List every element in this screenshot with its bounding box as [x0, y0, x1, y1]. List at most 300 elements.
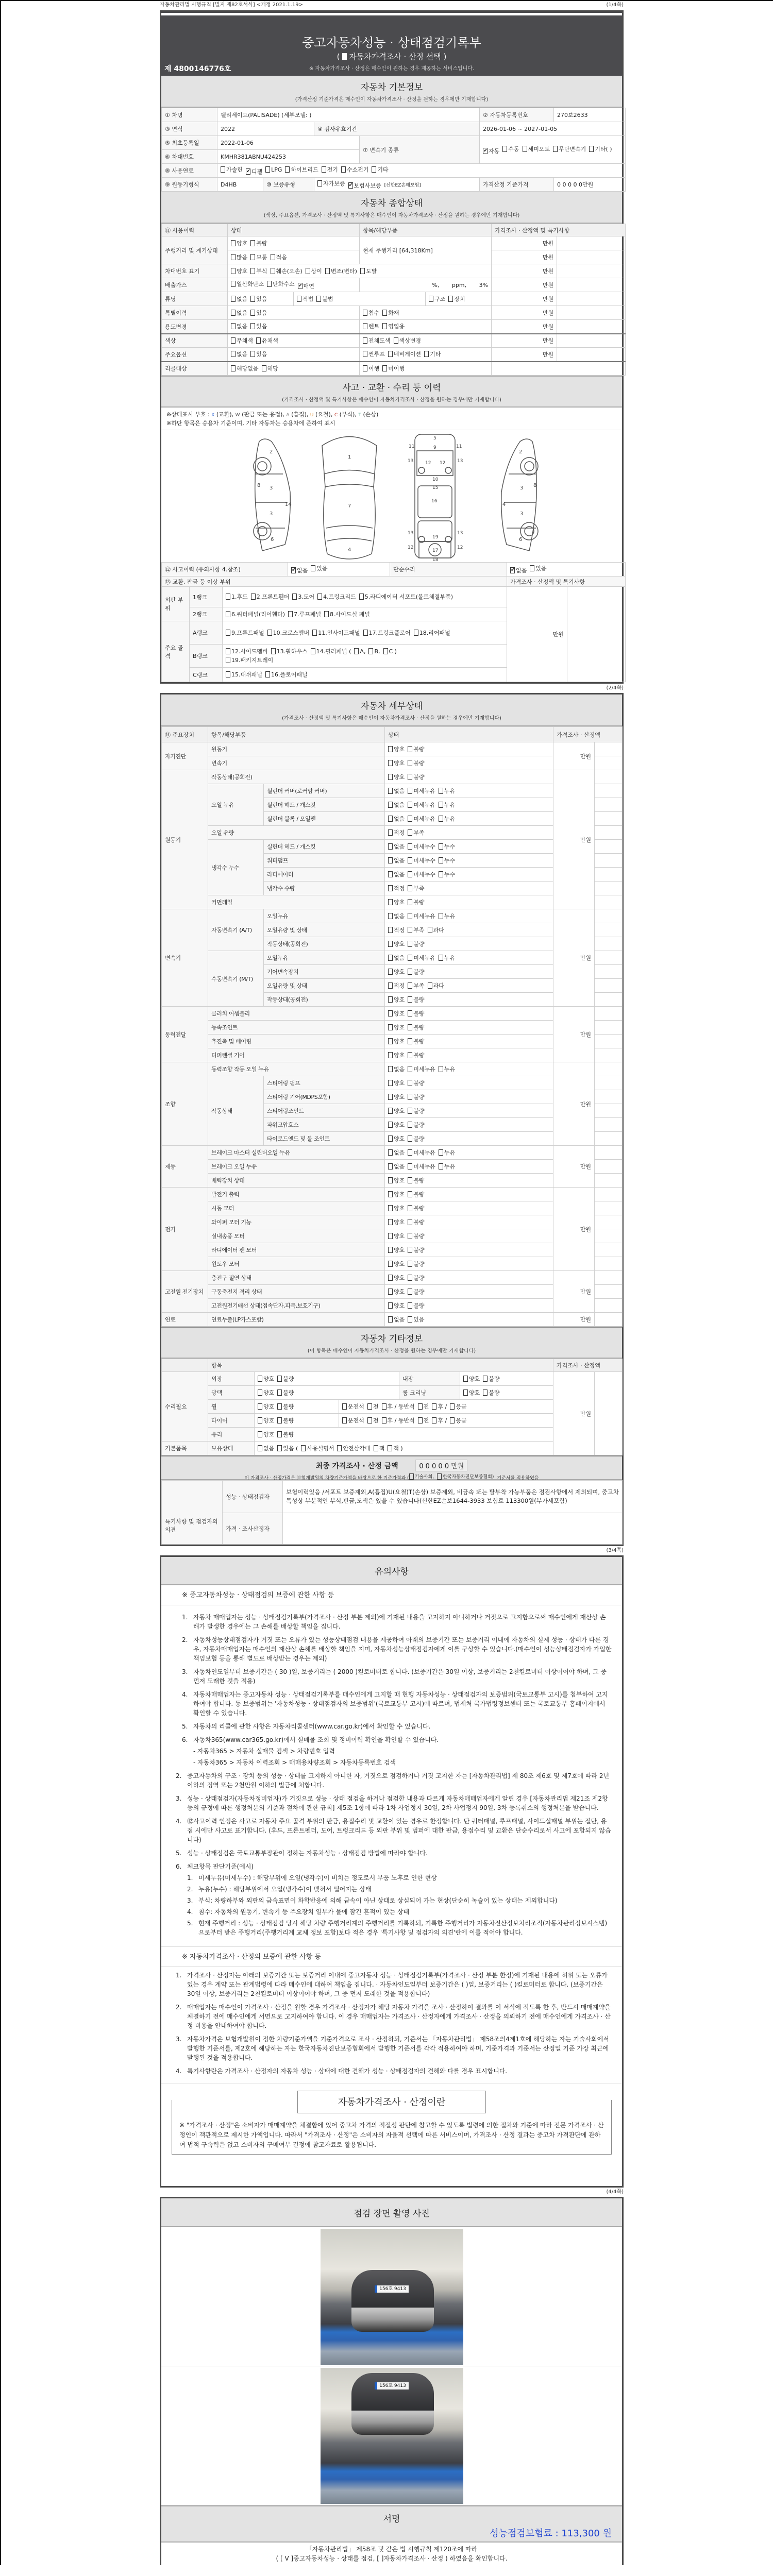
checkbox-option[interactable]: [360, 267, 377, 275]
checkbox-option[interactable]: [408, 1023, 424, 1031]
checkbox-option[interactable]: [408, 870, 435, 878]
checkbox-option[interactable]: [226, 610, 285, 618]
price-cell[interactable]: [595, 1215, 623, 1229]
checkbox-option[interactable]: [258, 1416, 274, 1425]
price-cell[interactable]: [595, 965, 623, 979]
checkbox-option[interactable]: [388, 1190, 405, 1198]
checkbox-option[interactable]: [418, 1402, 429, 1411]
checkbox-option[interactable]: [363, 336, 391, 345]
checkbox-option[interactable]: [408, 981, 424, 990]
price-cell[interactable]: [595, 770, 623, 784]
checkbox-option[interactable]: [553, 145, 586, 153]
price-cell[interactable]: [595, 1146, 623, 1160]
checkbox-option[interactable]: [250, 309, 267, 317]
checkbox-option[interactable]: [226, 670, 262, 679]
checkbox-icon: [439, 1066, 443, 1072]
checkbox-option[interactable]: [388, 1232, 405, 1240]
checkbox-option[interactable]: [258, 1375, 274, 1383]
checkbox-option[interactable]: [324, 610, 370, 618]
checkbox-option[interactable]: [408, 1274, 424, 1282]
checkbox-option[interactable]: [432, 1416, 447, 1425]
item-text: 침수: 자동차의 원동기, 변속기 등 주요장치 일부가 물에 잠긴 흔적이 있는 상태: [198, 1908, 410, 1916]
checkbox-option[interactable]: [394, 336, 422, 345]
checkbox-option[interactable]: [325, 267, 357, 275]
checkbox-option[interactable]: [265, 670, 308, 679]
price-cell[interactable]: [595, 826, 623, 840]
price-cell[interactable]: [595, 1188, 623, 1201]
checkbox-icon: [408, 829, 412, 836]
checkbox-option[interactable]: [288, 610, 321, 618]
checkbox-option[interactable]: [277, 1416, 294, 1425]
checkbox-option[interactable]: [221, 165, 243, 174]
checkbox-option[interactable]: [388, 1444, 402, 1452]
checkbox-option[interactable]: [408, 1065, 435, 1073]
checkbox-option[interactable]: [342, 1416, 364, 1425]
checkbox-option[interactable]: [246, 167, 262, 176]
checkbox-option[interactable]: [250, 267, 267, 275]
checkbox-option[interactable]: [388, 926, 405, 934]
price-cell[interactable]: [595, 1201, 623, 1215]
checkbox-option[interactable]: [408, 1079, 424, 1087]
option-label: 없음: [394, 787, 405, 794]
checkbox-option[interactable]: [267, 629, 310, 637]
checkbox-option[interactable]: [372, 165, 388, 174]
checkbox-option[interactable]: [408, 898, 424, 906]
checkbox-option[interactable]: [408, 968, 424, 976]
checkbox-option[interactable]: [408, 1204, 424, 1212]
checkbox-option[interactable]: [439, 912, 455, 920]
interior-options: [460, 1372, 553, 1386]
price-cell[interactable]: [595, 812, 623, 826]
checkbox-option[interactable]: [439, 801, 455, 809]
checkbox-option[interactable]: [250, 322, 267, 330]
checkbox-option[interactable]: [408, 1315, 424, 1324]
checkbox-option[interactable]: [439, 787, 455, 795]
checkbox-option[interactable]: [388, 1037, 405, 1045]
selected-checkbox-icon[interactable]: [342, 53, 347, 60]
checkbox-option[interactable]: [316, 295, 333, 303]
checkbox-option[interactable]: [439, 1162, 455, 1171]
item-label: 충전구 절연 상태: [208, 1271, 385, 1285]
checkbox-option[interactable]: [363, 309, 379, 317]
svg-text:6: 6: [271, 537, 274, 543]
option-label: 과다: [433, 926, 444, 934]
checkbox-option[interactable]: [388, 1301, 405, 1310]
checkbox-option[interactable]: [285, 165, 318, 174]
checkbox-option[interactable]: [388, 815, 405, 823]
checkbox-option[interactable]: [388, 940, 405, 948]
price-cell[interactable]: [595, 882, 623, 895]
checkbox-option[interactable]: [388, 1260, 405, 1268]
checkbox-option[interactable]: [374, 1444, 385, 1452]
checkbox-option[interactable]: [226, 656, 273, 664]
checkbox-option[interactable]: [231, 239, 247, 247]
checkbox-option[interactable]: [388, 1065, 405, 1073]
checkbox-option[interactable]: [388, 1218, 405, 1226]
checkbox-option[interactable]: [408, 1176, 424, 1184]
checkbox-option[interactable]: [271, 253, 287, 261]
checkbox-option[interactable]: [388, 787, 405, 795]
checkbox-option[interactable]: [231, 253, 247, 261]
checkbox-option[interactable]: [258, 1430, 274, 1438]
checkbox-option[interactable]: [250, 295, 267, 303]
price-cell[interactable]: [557, 278, 626, 292]
checkbox-option[interactable]: [388, 954, 405, 962]
overall-status-header: [161, 192, 622, 224]
checkbox-option[interactable]: [388, 1107, 405, 1115]
checkbox-option[interactable]: [388, 1121, 405, 1129]
checkbox-option[interactable]: [439, 1148, 455, 1157]
option-label: 양호: [394, 1024, 405, 1031]
inspection-photo-rear[interactable]: [321, 2368, 463, 2504]
option-label: 불량: [413, 1121, 425, 1128]
checkbox-option[interactable]: [408, 1246, 424, 1254]
checkbox-option[interactable]: [277, 1444, 298, 1452]
checkbox-option[interactable]: [408, 1037, 424, 1045]
price-cell[interactable]: [557, 348, 626, 362]
checkbox-option[interactable]: [359, 592, 453, 601]
checkbox-option[interactable]: [408, 1134, 424, 1143]
price-cell[interactable]: [567, 587, 626, 682]
price-cell[interactable]: [595, 1062, 623, 1076]
price-cell[interactable]: [595, 1048, 623, 1062]
checkbox-option[interactable]: [388, 912, 405, 920]
checkbox-option[interactable]: [429, 295, 445, 303]
checkbox-option[interactable]: [277, 1430, 294, 1438]
checkbox-option[interactable]: [439, 954, 455, 962]
checkbox-option[interactable]: [258, 1402, 274, 1411]
price-cell[interactable]: [595, 1104, 623, 1118]
checkbox-option[interactable]: [383, 648, 397, 655]
status-options: [385, 756, 553, 770]
checkbox-option[interactable]: [408, 1162, 435, 1171]
checkbox-option[interactable]: [450, 1416, 466, 1425]
price-cell[interactable]: [595, 854, 623, 868]
table-row: [162, 840, 623, 854]
checkbox-option[interactable]: [408, 1009, 424, 1018]
checkbox-option[interactable]: [388, 1274, 405, 1282]
price-cell[interactable]: [595, 937, 623, 951]
checkbox-option[interactable]: [250, 350, 267, 358]
checkbox-option[interactable]: [231, 364, 259, 372]
checkbox-option[interactable]: [312, 629, 360, 637]
checkbox-option[interactable]: [363, 322, 379, 330]
checkbox-option[interactable]: [428, 926, 444, 934]
checkbox-option[interactable]: [250, 239, 267, 247]
checkbox-option[interactable]: [262, 364, 278, 372]
price-cell[interactable]: [557, 264, 626, 278]
checkbox-option[interactable]: [292, 592, 314, 601]
checkbox-option[interactable]: [231, 309, 247, 317]
checkbox-option[interactable]: [226, 647, 268, 655]
checkbox-option[interactable]: [388, 1162, 405, 1171]
checkbox-option[interactable]: [388, 1315, 405, 1324]
price-cell[interactable]: [595, 1299, 623, 1313]
checkbox-option[interactable]: [388, 350, 421, 358]
checkbox-option[interactable]: [408, 828, 424, 837]
checkbox-option[interactable]: [388, 856, 405, 865]
checkbox-option[interactable]: [408, 773, 424, 781]
checkbox-option[interactable]: [483, 1375, 499, 1383]
checkbox-option[interactable]: [408, 1121, 424, 1129]
checkbox-option[interactable]: [301, 1444, 334, 1452]
checkbox-option[interactable]: [408, 842, 435, 851]
checkbox-option[interactable]: [388, 995, 405, 1004]
price-cell[interactable]: [595, 1372, 623, 1455]
checkbox-option[interactable]: [231, 350, 247, 358]
checkbox-option[interactable]: [363, 350, 385, 358]
item-text: 자동차성능상태점검자가 거짓 또는 오류가 있는 성능상태점검 내용을 제공하여 아래의 보증기간 또는 보증거리 이내에 자동차의 실제 성능 · 상태가 다른 경우, 자동차매매업자는 매수인의 재산상 손해를 배상할 책임을 지며, 자동차성능상태점검자에게 이를 구상할 수 있습니다.(매수인이 성능상태점검자가 가입한 책임보험 등을 통해 별도로 배상받는 경우는 제외): [193, 1636, 612, 1662]
checkbox-option[interactable]: [388, 1079, 405, 1087]
checkbox-option[interactable]: [231, 295, 247, 303]
checkbox-option[interactable]: [408, 1232, 424, 1240]
price-cell[interactable]: [595, 784, 623, 798]
checkbox-option[interactable]: [341, 165, 369, 174]
checkbox-option[interactable]: [388, 884, 405, 892]
price-cell[interactable]: [595, 1313, 623, 1327]
checkbox-option[interactable]: [530, 564, 546, 572]
checkbox-option[interactable]: [382, 309, 399, 317]
price-cell[interactable]: [595, 923, 623, 937]
item-label: 작동상태(공회전): [264, 993, 385, 1007]
checkbox-option[interactable]: [231, 336, 253, 345]
price-cell[interactable]: [557, 292, 626, 306]
price-cell[interactable]: [595, 1243, 623, 1257]
checkbox-option[interactable]: [363, 629, 411, 637]
price-cell[interactable]: [595, 909, 623, 923]
checkbox-option[interactable]: [277, 1388, 294, 1397]
price-cell[interactable]: [557, 320, 626, 334]
price-cell[interactable]: [595, 1160, 623, 1174]
checkbox-option[interactable]: [408, 940, 424, 948]
checkbox-option[interactable]: [367, 1402, 379, 1411]
checkbox-option[interactable]: [439, 815, 455, 823]
checkbox-option[interactable]: [337, 1444, 370, 1452]
checkbox-option[interactable]: [424, 350, 441, 358]
checkbox-option[interactable]: [437, 1473, 494, 1480]
checkbox-option[interactable]: [483, 147, 499, 155]
price-cell[interactable]: [595, 756, 623, 770]
checkbox-option[interactable]: [523, 145, 550, 153]
checkbox-option[interactable]: [450, 1402, 466, 1411]
checkbox-option[interactable]: [388, 1051, 405, 1059]
price-cell[interactable]: [595, 1285, 623, 1299]
checkbox-option[interactable]: [382, 322, 405, 330]
checkbox-option[interactable]: [388, 1093, 405, 1101]
checkbox-option[interactable]: [463, 1375, 480, 1383]
checkbox-option[interactable]: [258, 1444, 274, 1452]
checkbox-option[interactable]: [317, 592, 356, 601]
checkbox-option[interactable]: [311, 564, 327, 572]
emission-options: [228, 278, 360, 292]
checkbox-option[interactable]: [388, 1134, 405, 1143]
checkbox-option[interactable]: [388, 1287, 405, 1296]
item-text: 부식: 차량하부와 외판의 금속표면이 화학반응에 의해 금속이 아닌 상태로 상실되어 가는 현상(단순히 녹슬어 있는 상태는 제외합니다): [198, 1897, 558, 1904]
price-cell[interactable]: [595, 798, 623, 812]
option-label: 있음: [535, 565, 547, 572]
price-cell[interactable]: [557, 306, 626, 320]
checkbox-option[interactable]: [271, 267, 303, 275]
checkbox-icon: [360, 268, 365, 274]
price-cell[interactable]: [595, 1257, 623, 1271]
price-cell[interactable]: [557, 236, 626, 250]
checkbox-option[interactable]: [409, 1473, 434, 1480]
price-cell[interactable]: [595, 993, 623, 1007]
svg-text:9: 9: [433, 445, 436, 450]
checkbox-option[interactable]: [250, 253, 267, 261]
checkbox-option[interactable]: [408, 1148, 435, 1157]
checkbox-option[interactable]: [408, 1287, 424, 1296]
price-cell[interactable]: [595, 1035, 623, 1048]
checkbox-option[interactable]: [277, 1375, 294, 1383]
checkbox-option[interactable]: [408, 1051, 424, 1059]
checkbox-option[interactable]: [388, 968, 405, 976]
checkbox-option[interactable]: [277, 1402, 294, 1411]
checkbox-option[interactable]: [368, 648, 380, 655]
checkbox-option[interactable]: [317, 179, 345, 188]
checkbox-option[interactable]: [439, 1065, 455, 1073]
checkbox-option[interactable]: [297, 295, 313, 303]
checkbox-option[interactable]: [298, 282, 314, 290]
checkbox-option[interactable]: [306, 267, 322, 275]
checkbox-option[interactable]: [363, 364, 379, 372]
checkbox-option[interactable]: [342, 1402, 364, 1411]
checkbox-option[interactable]: [348, 181, 381, 190]
checkbox-option[interactable]: [408, 912, 435, 920]
price-cell[interactable]: [595, 1007, 623, 1021]
checkbox-option[interactable]: [271, 647, 308, 655]
checkbox-option[interactable]: [388, 745, 405, 753]
checkbox-option[interactable]: [388, 898, 405, 906]
checkbox-option[interactable]: [382, 1402, 415, 1411]
price-cell[interactable]: [595, 1271, 623, 1285]
checkbox-option[interactable]: [388, 773, 405, 781]
checkbox-option[interactable]: [408, 926, 424, 934]
price-cell[interactable]: [595, 742, 623, 756]
checkbox-option[interactable]: [258, 1388, 274, 1397]
checkbox-option[interactable]: [408, 1301, 424, 1310]
checkbox-option[interactable]: [408, 954, 435, 962]
checkbox-option[interactable]: [408, 856, 435, 865]
checkbox-option[interactable]: [408, 815, 435, 823]
option-label: 불량: [413, 1024, 425, 1031]
price-cell[interactable]: [595, 868, 623, 882]
checkbox-option[interactable]: [367, 1416, 379, 1425]
checkbox-option[interactable]: [291, 566, 308, 574]
checkbox-option[interactable]: [483, 1388, 499, 1397]
checkbox-option[interactable]: [408, 995, 424, 1004]
checkbox-option[interactable]: [408, 1260, 424, 1268]
checkbox-option[interactable]: [463, 1388, 480, 1397]
checkbox-option[interactable]: [408, 745, 424, 753]
checkbox-option[interactable]: [414, 629, 450, 637]
price-cell[interactable]: [595, 895, 623, 909]
checkbox-option[interactable]: [408, 787, 435, 795]
top-view: [322, 437, 377, 560]
price-cell[interactable]: [557, 250, 626, 264]
price-cell[interactable]: [595, 1076, 623, 1090]
checkbox-option[interactable]: [408, 1190, 424, 1198]
checkbox-option[interactable]: [408, 759, 424, 767]
price-cell[interactable]: [557, 334, 626, 348]
checkbox-option[interactable]: [226, 592, 248, 601]
checkbox-option[interactable]: [388, 981, 405, 990]
price-cell[interactable]: [595, 840, 623, 854]
checkbox-icon: [408, 1038, 412, 1044]
checkbox-option[interactable]: [231, 322, 247, 330]
price-survey-option: 자동차가격조사 · 산정 선택: [349, 52, 441, 61]
checkbox-option[interactable]: [408, 1093, 424, 1101]
checkbox-option[interactable]: [322, 165, 338, 174]
checkbox-option[interactable]: [388, 828, 405, 837]
checkbox-option[interactable]: [388, 870, 405, 878]
checkbox-option[interactable]: [439, 842, 455, 851]
checkbox-option[interactable]: [267, 280, 295, 288]
checkbox-option[interactable]: [408, 884, 424, 892]
checkbox-option[interactable]: [408, 1107, 424, 1115]
checkbox-icon: [388, 969, 393, 975]
option-label: 불량: [489, 1375, 500, 1382]
checkbox-option[interactable]: [388, 1023, 405, 1031]
checkbox-icon: [408, 1261, 412, 1267]
checkbox-option[interactable]: [226, 629, 264, 637]
other-info-table: [161, 1359, 623, 1455]
option-label: 불량: [413, 940, 425, 947]
checkbox-option[interactable]: [388, 1176, 405, 1184]
price-cell[interactable]: [595, 951, 623, 965]
checkbox-option[interactable]: [382, 364, 405, 372]
price-cell[interactable]: [595, 1229, 623, 1243]
checkbox-option[interactable]: [428, 981, 444, 990]
checkbox-option[interactable]: [408, 801, 435, 809]
checkbox-option[interactable]: [354, 648, 365, 655]
inspection-photo-front[interactable]: [321, 2229, 463, 2365]
price-cell[interactable]: [595, 979, 623, 993]
checkbox-option[interactable]: [388, 1204, 405, 1212]
checkbox-option[interactable]: [589, 145, 612, 153]
checkbox-option[interactable]: [231, 280, 264, 288]
checkbox-option[interactable]: [388, 801, 405, 809]
checkbox-option[interactable]: [432, 1402, 447, 1411]
checkbox-option[interactable]: [265, 166, 282, 173]
price-cell[interactable]: [595, 1132, 623, 1146]
checkbox-icon: [439, 857, 443, 863]
checkbox-option[interactable]: [382, 1416, 415, 1425]
checkbox-option[interactable]: [439, 870, 455, 878]
checkbox-option[interactable]: [388, 1009, 405, 1018]
price-cell[interactable]: [595, 1118, 623, 1132]
checkbox-option[interactable]: [408, 1218, 424, 1226]
option-label: 탄화수소: [273, 281, 295, 287]
checkbox-option[interactable]: [388, 1246, 405, 1254]
price-cell[interactable]: [595, 1021, 623, 1035]
checkbox-option[interactable]: [388, 759, 405, 767]
checkbox-option[interactable]: [448, 295, 465, 303]
checkbox-option[interactable]: [231, 267, 247, 275]
table-row: [162, 1035, 623, 1048]
checkbox-option[interactable]: [256, 336, 278, 345]
checkbox-option[interactable]: [439, 856, 455, 865]
checkbox-option[interactable]: [502, 145, 519, 153]
checkbox-option[interactable]: [418, 1416, 429, 1425]
checkbox-option[interactable]: [388, 842, 405, 851]
checkbox-option[interactable]: [510, 566, 527, 574]
checkbox-option[interactable]: [311, 647, 351, 655]
price-cell[interactable]: [595, 1090, 623, 1104]
checkbox-option[interactable]: [388, 1148, 405, 1157]
price-cell[interactable]: [595, 1174, 623, 1188]
checkbox-option[interactable]: [251, 592, 290, 601]
